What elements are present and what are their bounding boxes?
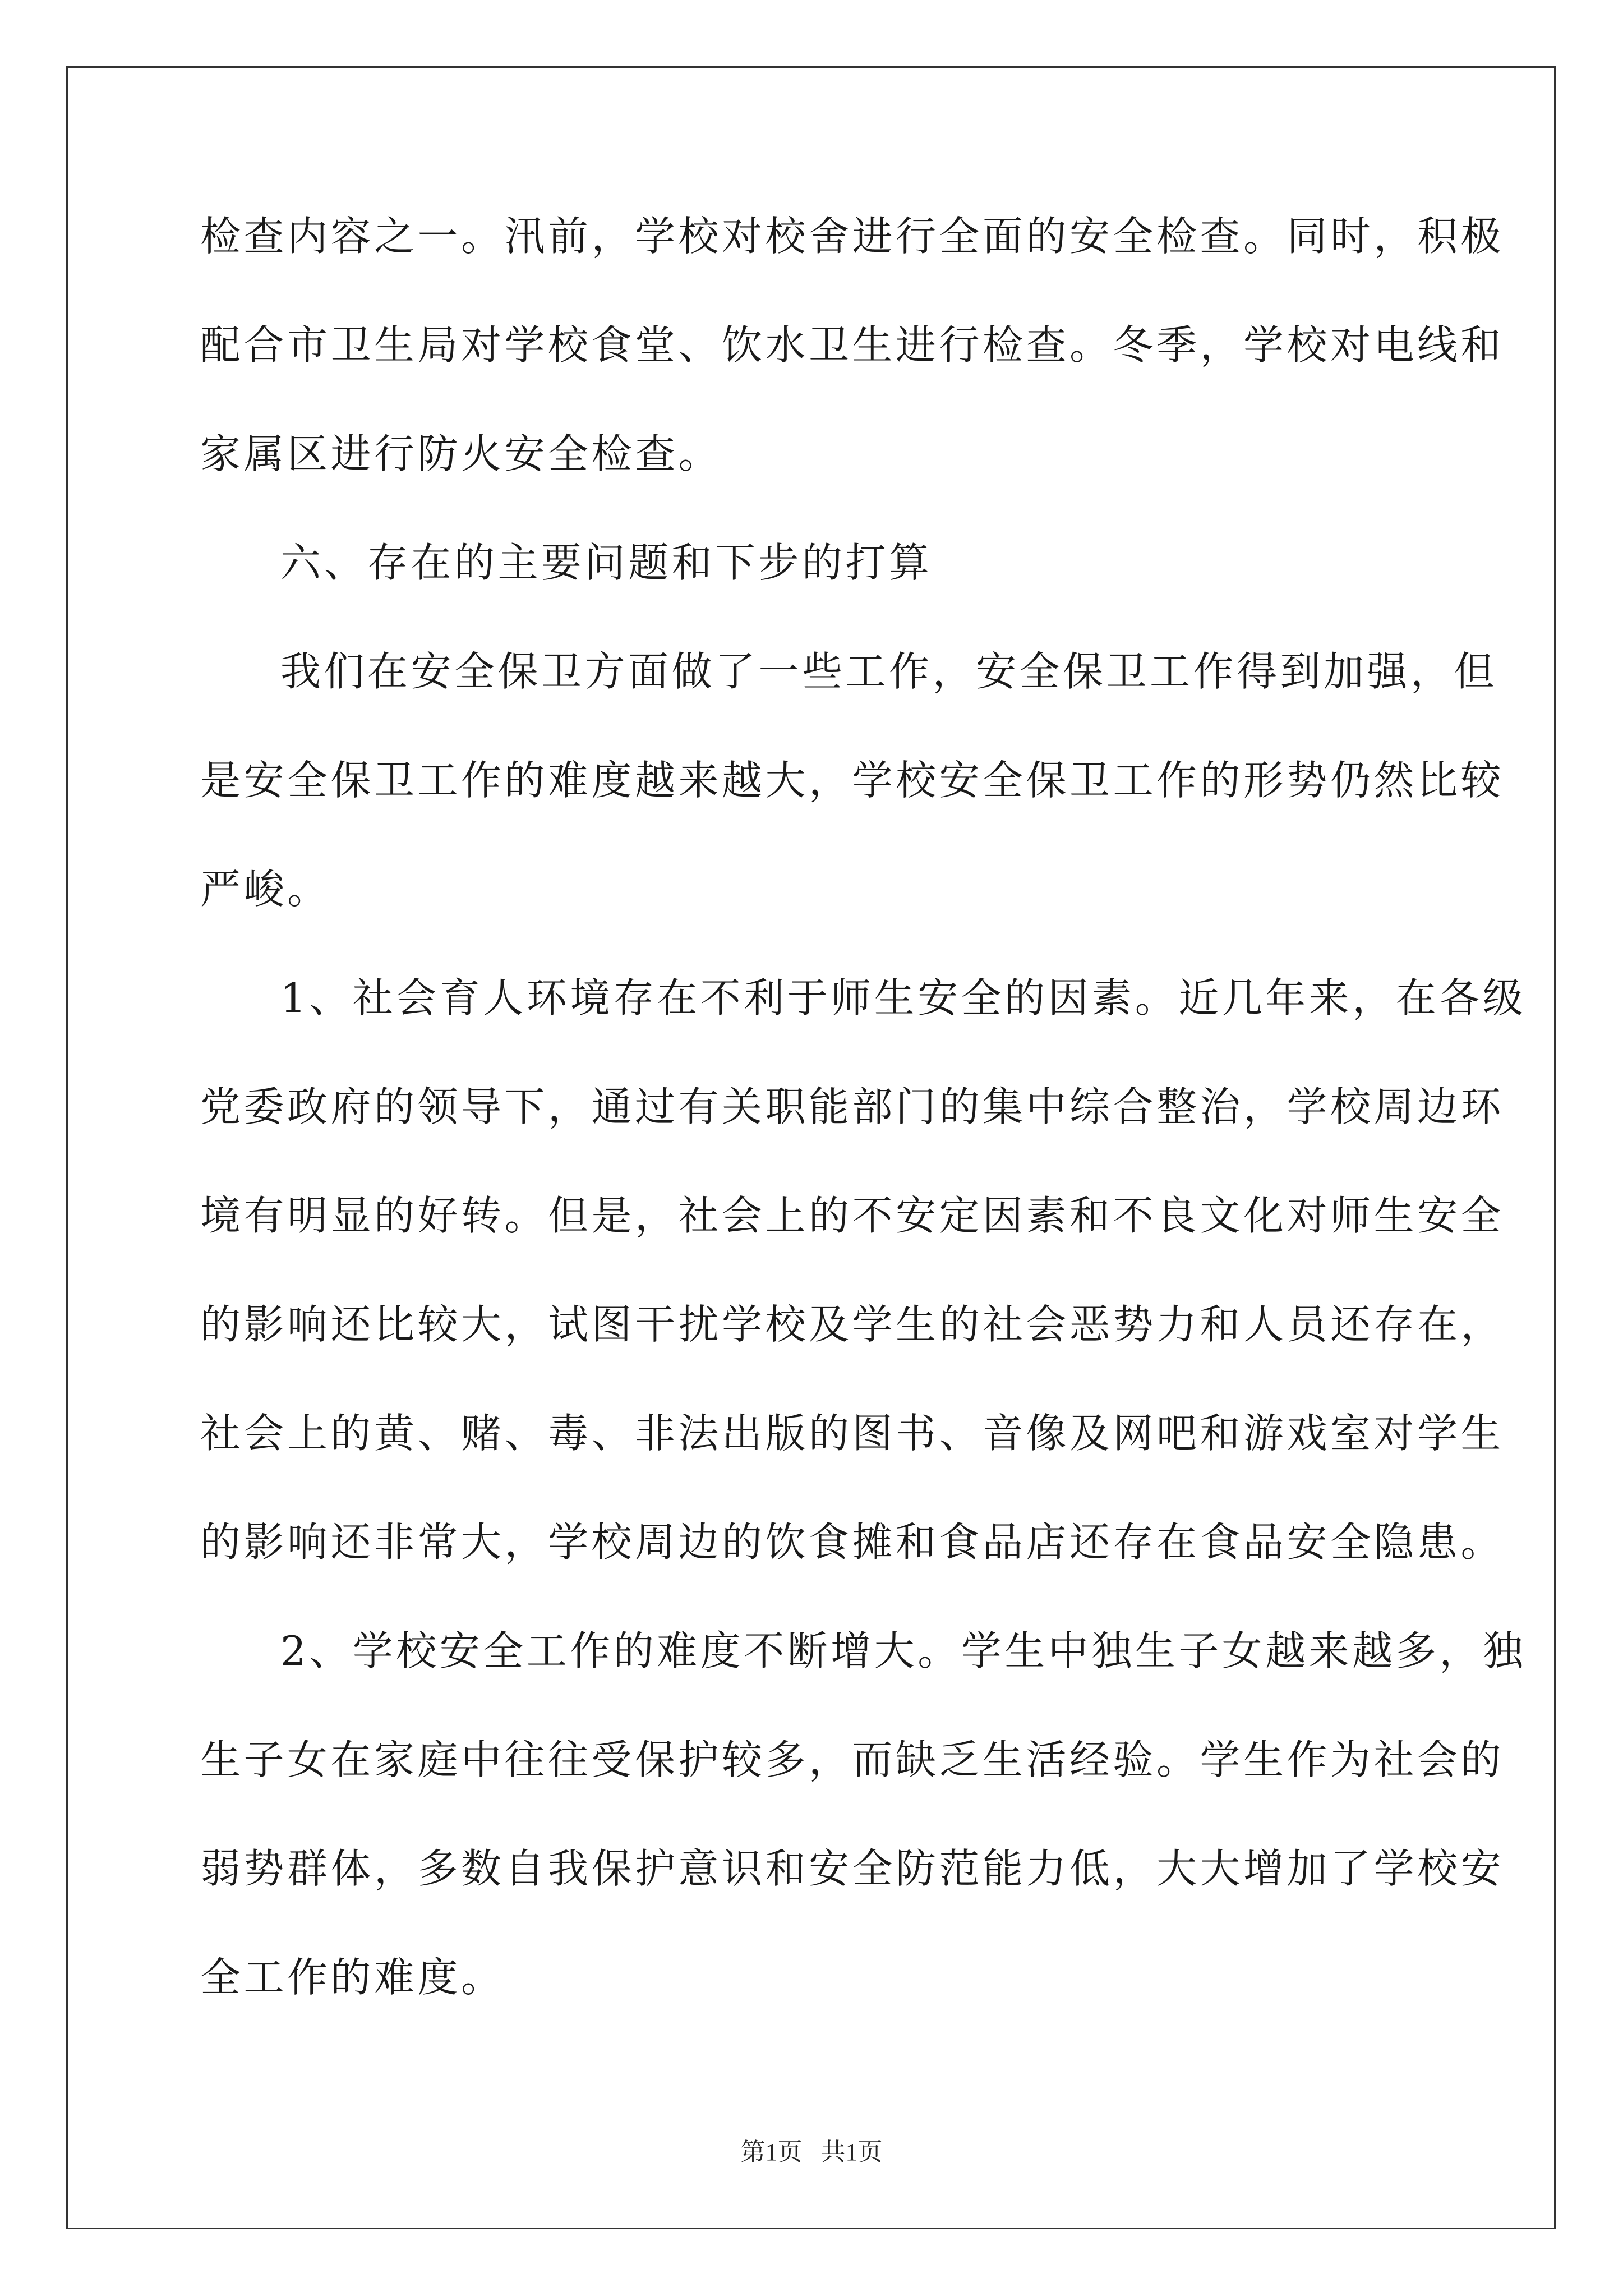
body-line: 的影响还比较大，试图干扰学校及学生的社会恶势力和人员还存在，: [200, 1301, 1505, 1348]
body-line: 的影响还非常大，学校周边的饮食摊和食品店还存在食品安全隐患。: [200, 1519, 1505, 1566]
body-line: 检查内容之一。汛前，学校对校舍进行全面的安全检查。同时，积极: [200, 213, 1505, 260]
body-line: 全工作的难度。: [200, 1954, 505, 2001]
section-heading: 六、存在的主要问题和下步的打算: [280, 539, 933, 586]
page-number-footer: 第1页 共1页: [740, 2138, 883, 2166]
body-line: 严峻。: [200, 866, 331, 913]
body-line: 是安全保卫工作的难度越来越大，学校安全保卫工作的形势仍然比较: [200, 757, 1505, 804]
body-line: 弱势群体，多数自我保护意识和安全防范能力低，大大增加了学校安: [200, 1845, 1505, 1892]
body-line: 2、学校安全工作的难度不断增大。学生中独生子女越来越多，独: [280, 1627, 1527, 1674]
body-line: 生子女在家庭中往往受保护较多，而缺乏生活经验。学生作为社会的: [200, 1736, 1505, 1783]
body-line: 1、社会育人环境存在不利于师生安全的因素。近几年来，在各级: [280, 974, 1527, 1022]
body-line: 境有明显的好转。但是，社会上的不安定因素和不良文化对师生安全: [200, 1192, 1505, 1239]
body-line: 社会上的黄、赌、毒、非法出版的图书、音像及网吧和游戏室对学生: [200, 1410, 1505, 1457]
body-line: 我们在安全保卫方面做了一些工作，安全保卫工作得到加强，但: [280, 648, 1498, 695]
body-line: 家属区进行防火安全检查。: [200, 430, 722, 477]
body-line: 配合市卫生局对学校食堂、饮水卫生进行检查。冬季，学校对电线和: [200, 321, 1505, 369]
document-body: [200, 213, 1527, 2066]
body-line: 党委政府的领导下，通过有关职能部门的集中综合整治，学校周边环: [200, 1083, 1505, 1130]
